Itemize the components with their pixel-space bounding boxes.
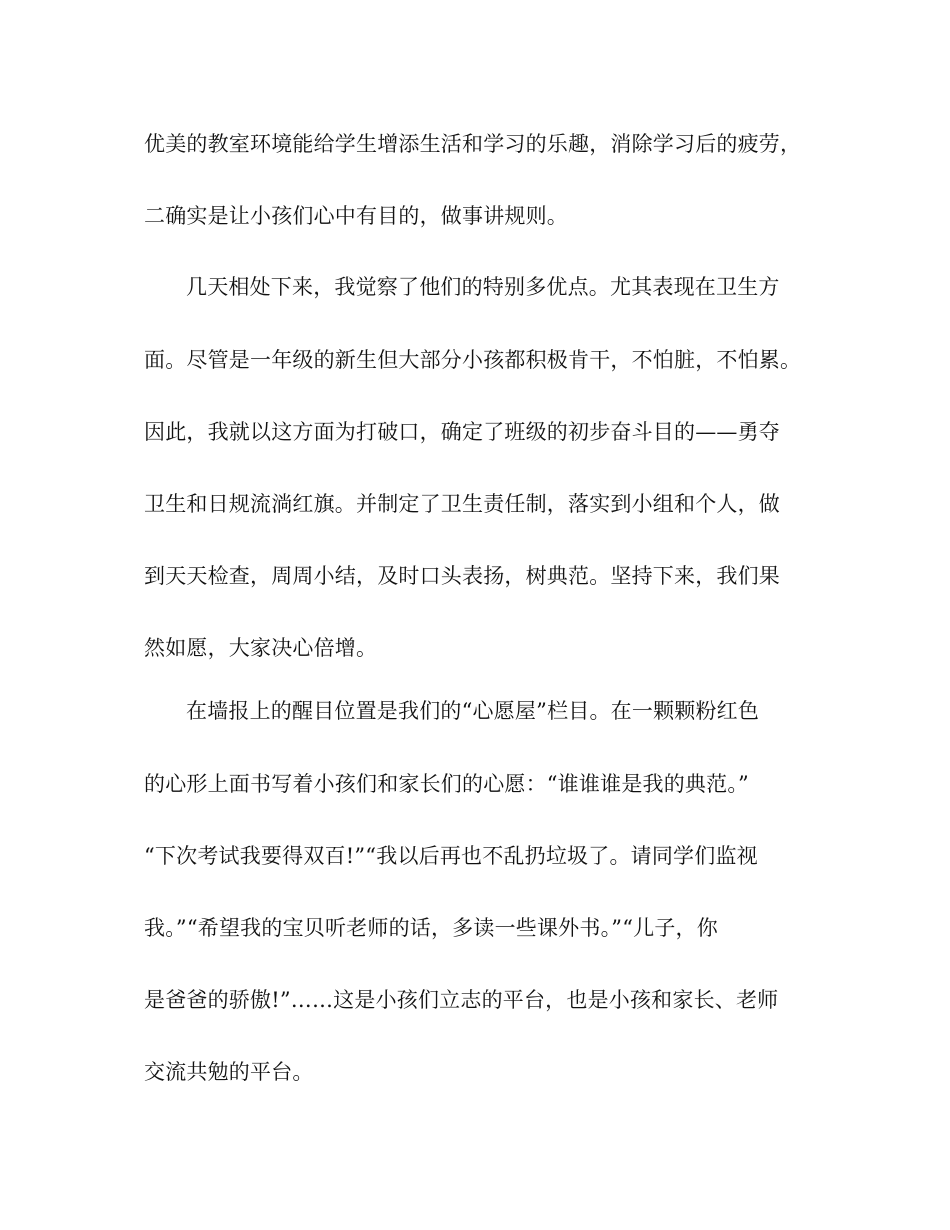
text-line: 交流共勉的平台。 bbox=[144, 1060, 314, 1084]
text-line: 然如愿，大家决心倍增。 bbox=[144, 636, 378, 660]
paragraph-start-line: 在墙报上的醒目位置是我们的“心愿屋”栏目。在一颗颗粉红色 bbox=[186, 699, 760, 723]
text-line: 优美的教室环境能给学生增添生活和学习的乐趣，消除学习后的疲劳， bbox=[144, 132, 802, 156]
text-line: “下次考试我要得双百!”“我以后再也不乱扔垃圾了。请同学们监视 bbox=[144, 844, 758, 868]
paragraph-start-line: 几天相处下来，我觉察了他们的特别多优点。尤其表现在卫生方 bbox=[186, 275, 780, 299]
text-line: 到天天检查，周周小结，及时口头表扬，树典范。坚持下来，我们果 bbox=[144, 564, 780, 588]
text-line: 是爸爸的骄傲!”……这是小孩们立志的平台，也是小孩和家长、老师 bbox=[144, 988, 779, 1012]
text-line: 面。尽管是一年级的新生但大部分小孩都积极肯干，不怕脏，不怕累。 bbox=[144, 348, 802, 372]
text-line: 卫生和日规流淌红旗。并制定了卫生责任制，落实到小组和个人，做 bbox=[144, 492, 780, 516]
text-line: 的心形上面书写着小孩们和家长们的心愿：“谁谁谁是我的典范。” bbox=[144, 772, 749, 796]
text-line: 二确实是让小孩们心中有目的，做事讲规则。 bbox=[144, 204, 568, 228]
text-line: 我。”“希望我的宝贝听老师的话，多读一些课外书。”“儿子，你 bbox=[144, 916, 718, 940]
text-line: 因此，我就以这方面为打破口，确定了班级的初步奋斗目的——勇夺 bbox=[144, 420, 780, 444]
